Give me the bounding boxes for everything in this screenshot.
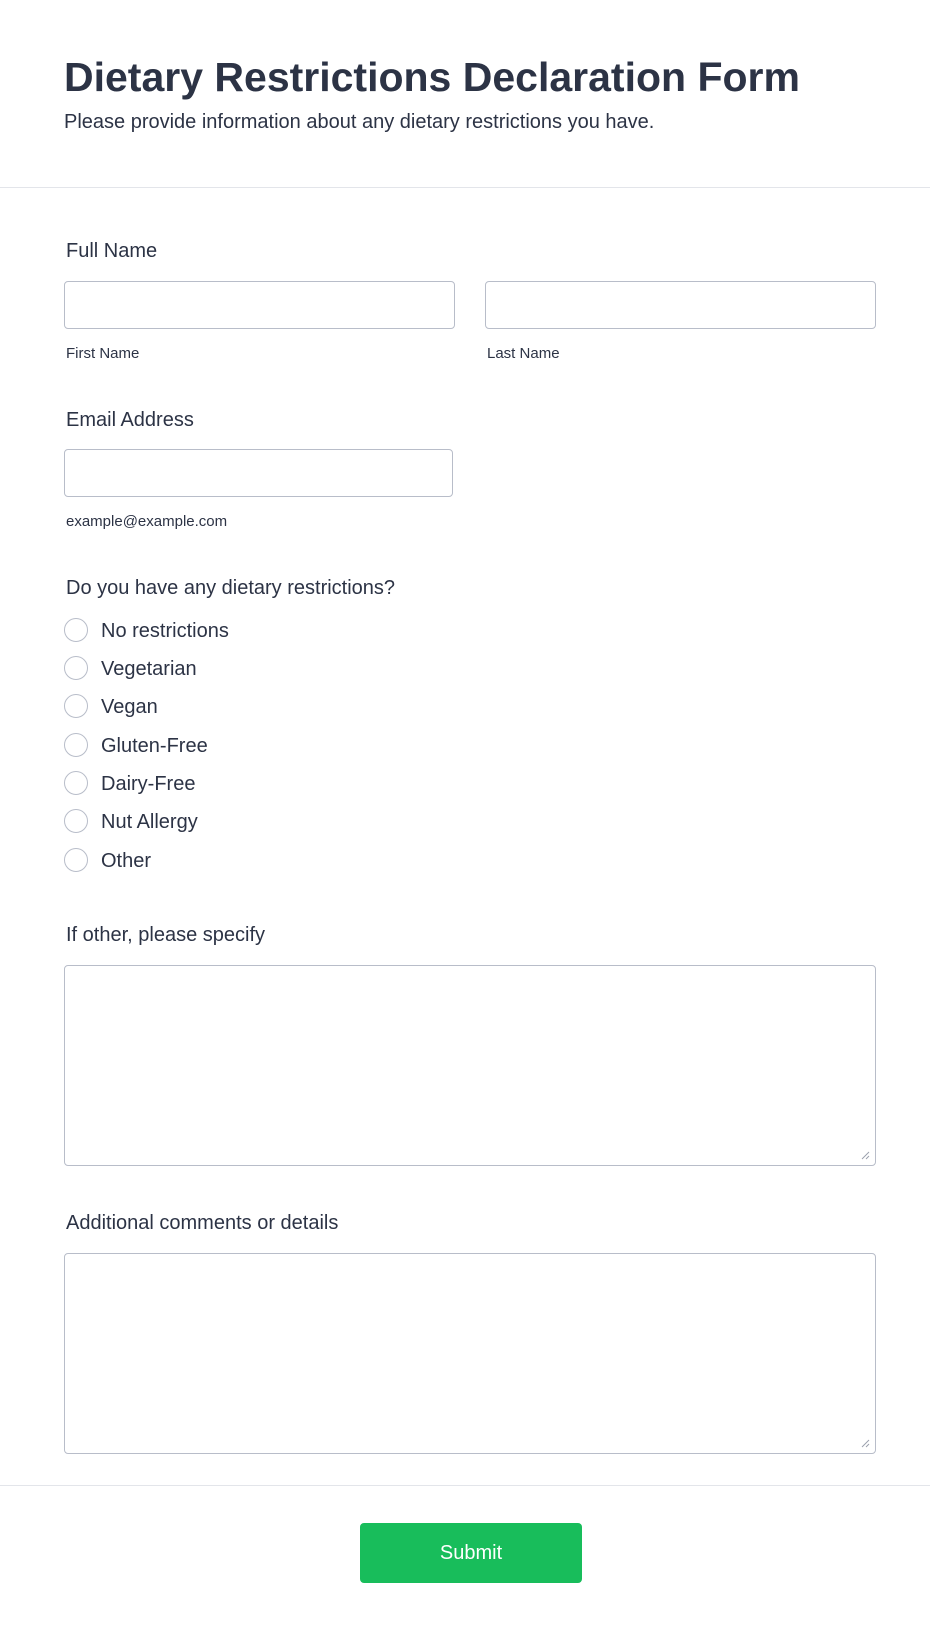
submit-button[interactable]: Submit bbox=[360, 1523, 582, 1583]
radio-button[interactable] bbox=[64, 771, 88, 795]
radio-button[interactable] bbox=[64, 618, 88, 642]
email-input[interactable] bbox=[64, 449, 453, 497]
radio-button[interactable] bbox=[64, 733, 88, 757]
comments-label: Additional comments or details bbox=[66, 1212, 339, 1234]
email-label: Email Address bbox=[66, 409, 194, 431]
resize-handle-icon[interactable] bbox=[860, 1438, 870, 1448]
last-name-sublabel: Last Name bbox=[487, 345, 560, 362]
radio-option-label: Gluten-Free bbox=[101, 735, 208, 757]
radio-option-label: Nut Allergy bbox=[101, 811, 198, 833]
first-name-input[interactable] bbox=[64, 281, 455, 329]
full-name-label: Full Name bbox=[66, 240, 158, 262]
radio-option[interactable] bbox=[64, 733, 464, 759]
radio-option[interactable] bbox=[64, 848, 464, 874]
form-title: Dietary Restrictions Declaration Form bbox=[64, 54, 800, 100]
footer-divider bbox=[0, 1485, 930, 1486]
first-name-sublabel: First Name bbox=[66, 345, 140, 362]
radio-button[interactable] bbox=[64, 848, 88, 872]
radio-button[interactable] bbox=[64, 694, 88, 718]
radio-option-label: No restrictions bbox=[101, 620, 229, 642]
resize-handle-icon[interactable] bbox=[860, 1150, 870, 1160]
radio-option[interactable] bbox=[64, 618, 464, 644]
radio-option-label: Vegetarian bbox=[101, 658, 197, 680]
form-subtitle: Please provide information about any dietary restrictions you have. bbox=[64, 111, 655, 133]
dietary-question-label: Do you have any dietary restrictions? bbox=[66, 577, 396, 599]
radio-option-label: Vegan bbox=[101, 696, 158, 718]
other-specify-textarea[interactable] bbox=[64, 965, 876, 1166]
radio-option[interactable] bbox=[64, 656, 464, 682]
other-specify-label: If other, please specify bbox=[66, 924, 266, 946]
radio-option[interactable] bbox=[64, 771, 464, 797]
radio-option-label: Other bbox=[101, 850, 152, 872]
radio-button[interactable] bbox=[64, 809, 88, 833]
form-header bbox=[0, 0, 930, 188]
radio-option[interactable] bbox=[64, 694, 464, 720]
comments-textarea[interactable] bbox=[64, 1253, 876, 1454]
last-name-input[interactable] bbox=[485, 281, 876, 329]
radio-option-label: Dairy-Free bbox=[101, 773, 196, 795]
email-sublabel: example@example.com bbox=[66, 513, 228, 530]
radio-button[interactable] bbox=[64, 656, 88, 680]
radio-option[interactable] bbox=[64, 809, 464, 835]
